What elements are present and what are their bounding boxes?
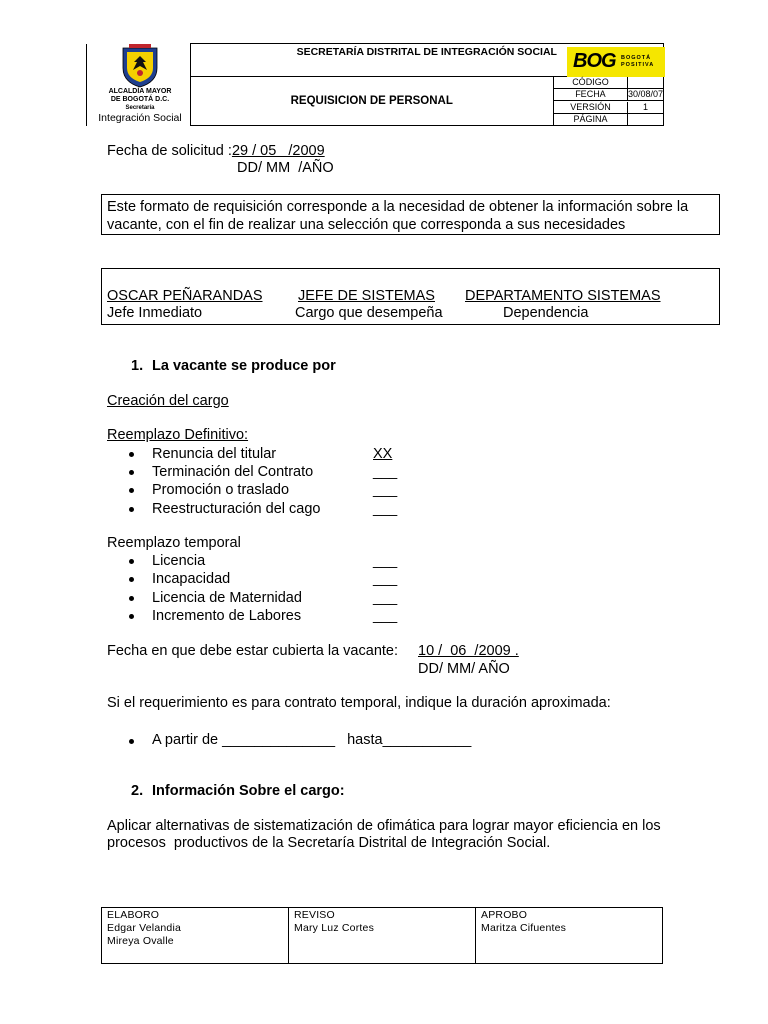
field-codigo — [553, 76, 663, 88]
bog-badge-text: BOG — [573, 50, 616, 72]
signature-name: Maritza Cifuentes — [481, 922, 567, 934]
temporary-item: Incremento de Labores — [152, 608, 302, 624]
temporary-item: Incapacidad — [152, 571, 231, 587]
definitive-mark: ___ — [373, 464, 398, 480]
field-fecha — [553, 89, 663, 101]
logo-text-3: Secretaría — [125, 104, 155, 111]
section2-title: Información Sobre el cargo: — [152, 783, 345, 799]
field-value-pagina — [628, 114, 663, 125]
field-label-fecha: FECHA — [554, 89, 628, 100]
field-version — [553, 101, 663, 113]
bog-badge-subtext: BOGOTÁ POSITIVA — [621, 55, 655, 68]
intro-line-1: Este formato de requisición corresponde a la necesidad de obtener la información sobre la — [107, 199, 689, 215]
requester-position-label: Cargo que desempeña — [295, 305, 443, 321]
definitive-item: Terminación del Contrato — [152, 464, 314, 480]
doc-title: REQUISICION DE PERSONAL — [290, 94, 453, 107]
bullet — [128, 488, 136, 496]
requester-name-label: Jefe Inmediato — [107, 305, 203, 321]
bullet — [128, 559, 136, 567]
temporary-question: Si el requerimiento es para contrato temporal, indique la duración aproximada: — [107, 695, 611, 711]
field-value-fecha: 30/08/07 — [627, 89, 663, 100]
request-date-label: Fecha de solicitud : — [107, 143, 232, 159]
request-date — [107, 143, 325, 159]
section1-title: La vacante se produce por — [152, 358, 336, 374]
requester-box — [101, 268, 720, 325]
section1-number: 1. — [131, 358, 144, 374]
field-value-version: 1 — [642, 101, 648, 112]
bullet — [128, 452, 136, 460]
definitive-item: Promoción o traslado — [152, 482, 290, 498]
definitive-mark: ___ — [373, 482, 398, 498]
field-label-codigo: CÓDIGO — [554, 77, 628, 88]
request-date-format: DD/ MM /AÑO — [237, 160, 334, 176]
cover-date-format: DD/ MM/ AÑO — [418, 661, 510, 677]
signature-role: ELABORO — [107, 909, 160, 921]
requester-department: DEPARTAMENTO SISTEMAS — [465, 288, 661, 304]
temporary-item: Licencia de Maternidad — [152, 590, 302, 606]
requester-position: JEFE DE SISTEMAS — [298, 288, 435, 304]
logo-cell — [87, 44, 191, 126]
section2-line-1: Aplicar alternativas de sistematización de ofimática para lograr mayor eficiencia en los — [107, 818, 661, 834]
temporary-mark: ___ — [373, 590, 398, 606]
signature-name: Edgar Velandia — [107, 922, 182, 934]
field-value-codigo — [628, 77, 663, 88]
crest-logo — [121, 44, 159, 88]
request-date-value: 29 / 05 /2009 — [231, 143, 325, 159]
bullet — [128, 739, 136, 747]
signature-role: APROBO — [481, 909, 528, 921]
cover-date-value: 10 / 06 /2009 . — [418, 643, 519, 659]
logo-text-2: DE BOGOTÁ D.C. — [110, 95, 170, 103]
bullet — [128, 577, 136, 585]
signature-role: REVISO — [294, 909, 335, 921]
field-pagina — [553, 113, 663, 125]
temporary-mark: ___ — [373, 553, 398, 569]
signature-name: Mary Luz Cortes — [294, 922, 375, 934]
temporary-mark: ___ — [373, 571, 398, 587]
field-label-version: VERSIÓN — [554, 102, 628, 113]
signature-aprobo — [476, 908, 663, 964]
intro-line-2: vacante, con el fin de realizar una selección que corresponda a sus necesidades — [107, 217, 626, 233]
duration-range: A partir de ______________ hasta___________ — [152, 732, 472, 748]
definitive-mark: ___ — [373, 501, 398, 517]
requester-name: OSCAR PEÑARANDAS — [107, 288, 263, 304]
signature-table — [101, 907, 663, 964]
signature-reviso — [289, 908, 476, 964]
requester-department-label: Dependencia — [503, 305, 589, 321]
bullet — [128, 596, 136, 604]
org-title: SECRETARÍA DISTRITAL DE INTEGRACIÓN SOCIAL — [296, 46, 557, 58]
bullet — [128, 507, 136, 515]
cover-date-label: Fecha en que debe estar cubierta la vacante: — [107, 643, 398, 659]
definitive-label: Reemplazo Definitivo: — [107, 427, 249, 443]
bog-badge — [567, 47, 665, 77]
signature-elaboro — [102, 908, 289, 964]
signature-name: Mireya Ovalle — [107, 935, 174, 947]
intro-box — [101, 194, 720, 235]
org-title-cell — [190, 44, 663, 77]
section2-body — [107, 818, 661, 852]
section2-line-2: procesos productivos de la Secretaría Distrital de Integración Social. — [107, 835, 551, 851]
bullet — [128, 614, 136, 622]
header-table — [86, 43, 664, 126]
doc-title-cell — [190, 76, 553, 125]
logo-text-4: Integración Social — [98, 111, 182, 124]
bullet — [128, 470, 136, 478]
section2-number: 2. — [131, 783, 144, 799]
definitive-item: Renuncia del titular — [152, 446, 277, 462]
logo-text-1: ALCALDÍA MAYOR — [108, 87, 172, 95]
temporary-mark: ___ — [373, 608, 398, 624]
creation-option: Creación del cargo — [107, 393, 229, 409]
temporary-item: Licencia — [152, 553, 206, 569]
definitive-mark: XX — [373, 446, 393, 462]
field-label-pagina: PÁGINA — [554, 114, 628, 125]
definitive-item: Reestructuración del cago — [152, 501, 321, 517]
temporary-label: Reemplazo temporal — [107, 535, 241, 551]
